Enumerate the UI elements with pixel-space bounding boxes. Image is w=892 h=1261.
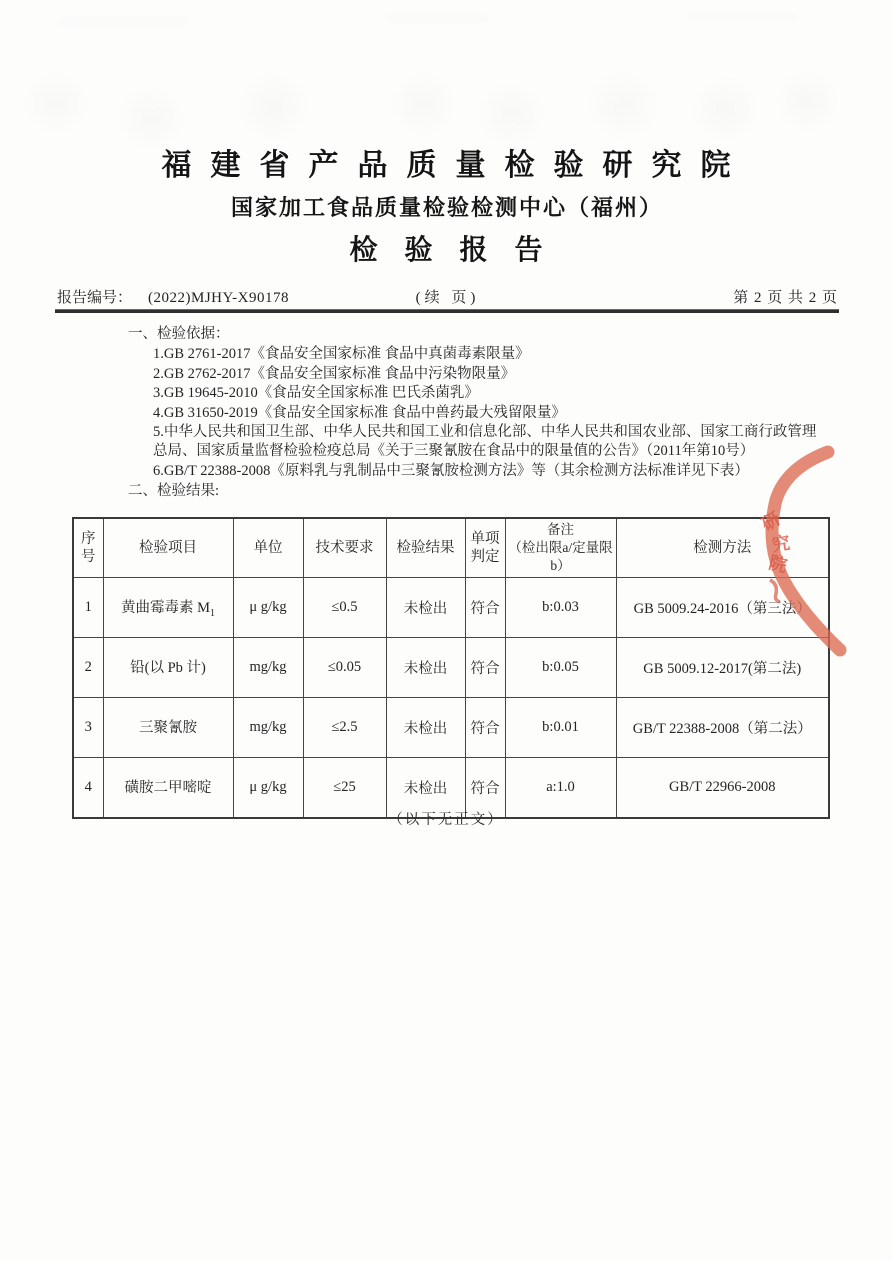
cell-result: 未检出 xyxy=(386,758,465,819)
scan-artifact xyxy=(238,74,308,140)
scan-artifact xyxy=(388,16,488,22)
results-table xyxy=(72,517,830,819)
cell-item xyxy=(103,698,233,758)
scan-artifact xyxy=(118,88,184,148)
col-header-remark xyxy=(505,518,616,578)
cell-judgment: 符合 xyxy=(465,758,505,819)
basis-item: 3.GB 19645-2010《食品安全国家标准 巴氏杀菌乳》 xyxy=(153,385,479,402)
item-name: 磺胺二甲嘧啶 xyxy=(124,780,212,797)
item-subscript: 1 xyxy=(210,607,216,619)
cell-unit: mg/kg xyxy=(233,638,303,698)
continuation-page-label: (续 页) xyxy=(415,290,480,306)
basis-item: 5.中华人民共和国卫生部、中华人民共和国工业和信息化部、中华人民共和国农业部、国家工商行政管理总局、国家质量监督检验检疫总局《关于三聚氰胺在食品中的限量值的公告》（2011年第10号） xyxy=(153,424,817,460)
page-indicator: 第 2 页 共 2 页 xyxy=(733,290,838,306)
scan-artifact xyxy=(588,72,658,138)
item-name: 黄曲霉毒素 M xyxy=(120,600,211,617)
cell-no: 2 xyxy=(73,638,103,698)
scan-artifact xyxy=(688,14,798,20)
scan-artifact xyxy=(478,84,544,144)
cell-unit: mg/kg xyxy=(233,698,303,758)
cell-result: 未检出 xyxy=(386,638,465,698)
cell-method: GB 5009.24-2016（第三法） xyxy=(616,578,829,638)
header-divider xyxy=(55,309,839,313)
end-of-text-note: （以下无正文） xyxy=(388,812,504,828)
basis-item: 6.GB/T 22388-2008《原料乳与乳制品中三聚氰胺检测方法》等（其余检测方法标准详见下表） xyxy=(153,462,749,479)
cell-item xyxy=(103,638,233,698)
results-section-title: 二、检验结果: xyxy=(128,483,220,500)
cell-remark: a:1.0 xyxy=(505,758,616,819)
col-header-item: 检验项目 xyxy=(103,518,233,578)
organization-title: 福建省产品质量检验研究院 xyxy=(161,149,750,182)
cell-no: 4 xyxy=(73,758,103,819)
col-header-unit: 单位 xyxy=(233,518,303,578)
cell-requirement: ≤2.5 xyxy=(303,698,386,758)
basis-section-title: 一、检验依据： xyxy=(128,326,230,342)
remark-header-line2: （检出限a/定量限b） xyxy=(508,540,613,573)
table-row xyxy=(73,638,829,698)
cell-unit: μ g/kg xyxy=(233,578,303,638)
cell-remark: b:0.03 xyxy=(505,578,616,638)
col-header-result: 检验结果 xyxy=(386,518,465,578)
col-header-judgment: 单项判定 xyxy=(465,518,505,578)
scan-artifact xyxy=(60,18,190,24)
col-header-method: 检测方法 xyxy=(616,518,829,578)
report-number-label: 报告编号： xyxy=(57,290,133,306)
cell-no: 1 xyxy=(73,578,103,638)
cell-method: GB/T 22388-2008（第二法） xyxy=(616,698,829,758)
cell-result: 未检出 xyxy=(386,578,465,638)
col-header-no: 序号 xyxy=(73,518,103,578)
basis-item: 1.GB 2761-2017《食品安全国家标准 食品中真菌毒素限量》 xyxy=(153,346,530,363)
cell-remark: b:0.05 xyxy=(505,638,616,698)
cell-requirement: ≤0.5 xyxy=(303,578,386,638)
cell-result: 未检出 xyxy=(386,698,465,758)
cell-item xyxy=(103,578,233,638)
seal-char: 究 xyxy=(770,532,792,556)
remark-header-line1: 备注 xyxy=(547,522,574,537)
table-row xyxy=(73,698,829,758)
report-title: 检验报告 xyxy=(349,235,570,266)
report-number-value: (2022)MJHY-X90178 xyxy=(148,290,290,306)
cell-remark: b:0.01 xyxy=(505,698,616,758)
table-row xyxy=(73,578,829,638)
item-name: 三聚氰胺 xyxy=(139,720,197,737)
basis-item: 4.GB 31650-2019《食品安全国家标准 食品中兽药最大残留限量》 xyxy=(153,404,566,421)
report-number-group xyxy=(57,286,289,307)
seal-char: 院 xyxy=(766,552,790,577)
cell-requirement: ≤0.05 xyxy=(303,638,386,698)
cell-requirement: ≤25 xyxy=(303,758,386,819)
scan-artifact xyxy=(778,70,836,132)
cell-method: GB/T 22966-2008 xyxy=(616,758,829,819)
scan-artifact xyxy=(25,72,87,134)
cell-unit: μ g/kg xyxy=(233,758,303,819)
cell-no: 3 xyxy=(73,698,103,758)
cell-judgment: 符合 xyxy=(465,698,505,758)
testing-center-title: 国家加工食品质量检验检测中心（福州） xyxy=(230,195,663,220)
cell-judgment: 符合 xyxy=(465,578,505,638)
cell-method: GB 5009.12-2017(第二法) xyxy=(616,638,829,698)
cell-judgment: 符合 xyxy=(465,638,505,698)
inspection-basis-section xyxy=(128,325,824,502)
item-name: 铅(以 Pb 计) xyxy=(130,660,206,677)
col-header-requirement: 技术要求 xyxy=(303,518,386,578)
scan-artifact xyxy=(692,78,758,140)
seal-char: 研 xyxy=(758,508,784,535)
table-header-row xyxy=(73,518,829,578)
scan-artifact xyxy=(392,72,454,136)
basis-item: 2.GB 2762-2017《食品安全国家标准 食品中污染物限量》 xyxy=(153,365,516,382)
